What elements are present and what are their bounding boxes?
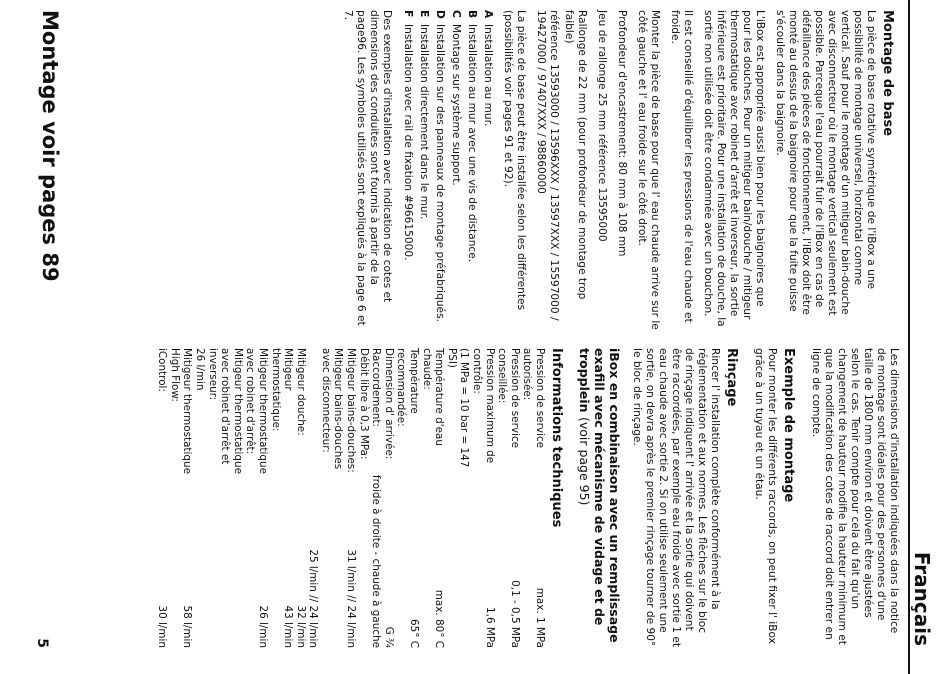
spec-row <box>244 348 269 648</box>
spec-value: froide à droite - chaude à gauche <box>370 474 383 648</box>
install-option-item <box>481 10 494 330</box>
install-option-item <box>449 10 462 330</box>
spec-label: Mitigeur bains-douches: <box>345 348 358 473</box>
spec-row <box>395 348 420 648</box>
paragraph-pressure: Il est conseillé d'équilibrer les pressions de l'eau chaude et froide. <box>669 10 694 323</box>
spec-row <box>156 348 169 648</box>
spec-value <box>319 475 344 648</box>
paragraph-install-options: La pièce de base peut être installée selon les différentes (possibilités voir pages 91 et 92). <box>502 10 527 311</box>
section-title-technical: Informations techniques <box>549 348 564 528</box>
spec-value: 31 l/min // 24 l/min <box>345 549 358 648</box>
paragraph-references: référence 13593000 / 13596XXX / 13597XXX / 15597000 / 19427000 / 97407XXX / 98860000 <box>535 10 560 321</box>
page-number: 5 <box>34 638 50 648</box>
spec-value: 58 l/min <box>181 605 194 648</box>
left-column <box>334 10 900 330</box>
spec-value <box>357 475 370 648</box>
spec-label: Mitigeur thermostatique avec robinet d'arrêt et inverseur: <box>206 348 244 474</box>
spec-row <box>269 348 294 648</box>
paragraph-dimensions: Les dimensions d'installation indiquées dans la notice de montage sont idéales pour des personnes d'une taille de 1800 mm environ et doivent être ajustées selon le cas. Tenir compte pour cela du fait qu'un changement de hauteur modifie la hauteur minimum et que la modification des cotes de raccord doit entrer en ligne de compte. <box>810 348 900 645</box>
paragraph-examples: Des exemples d'installation avec indication de cotes et dimensions des conduites sont fournis à partir de la page96. Les symboles utilisés sont expliqués à la page 6 et 7. <box>342 10 393 326</box>
spec-value: 1,6 MPa <box>483 607 496 648</box>
footer-title: Montage voir pages 89 <box>38 10 62 282</box>
spec-row <box>307 348 320 648</box>
spec-row <box>521 348 546 648</box>
spec-value: 65° C <box>408 619 421 648</box>
spec-value <box>445 475 470 648</box>
spec-label: Mitigeur thermostatique High Flow: <box>168 348 194 474</box>
spec-row <box>319 348 344 648</box>
right-column <box>156 348 900 648</box>
spec-label: Pression de service autorisée: <box>521 348 546 448</box>
spec-value: G ¾ <box>382 626 395 648</box>
install-option-text: Installation au mur. <box>482 24 494 127</box>
spec-value <box>193 475 206 648</box>
paragraph-extension-22: Rallonge de 22 mm (pour profondeur de montage trop faible) <box>563 10 588 300</box>
spec-row <box>496 348 521 648</box>
install-option-text: Installation sur des panneaux de montage préfabriqués. <box>434 24 446 322</box>
spec-row <box>420 348 445 648</box>
spec-label: Température d'eau chaude: <box>420 348 446 446</box>
spec-row <box>470 348 495 648</box>
spec-label: (1 MPa = 10 bar = 147 PSI) <box>445 348 471 468</box>
spec-value: 0,1 - 0,5 MPa <box>508 580 521 648</box>
spec-value: max. 80° C <box>433 589 446 648</box>
specs-table <box>156 348 546 648</box>
paragraph-depth: Profondeur d'encastrement: 80 mm à 108 mm <box>616 10 628 257</box>
install-option-letter: D <box>434 10 446 19</box>
spec-label: Mitigeur thermostatique avec robinet d'arrêt: <box>244 348 269 474</box>
spec-row <box>168 348 193 648</box>
section-title-rinsing: Rinçage <box>724 348 739 407</box>
spec-label <box>307 348 320 475</box>
spec-value: 25 l/min // 24 l/min <box>307 549 320 648</box>
language-heading: Français <box>910 551 934 646</box>
paragraph-symmetric: La pièce de base rotative symétrique de l'iBox a une possibilité de montage universel, horizontal comme vertical. Sauf pour le montage d'un mitigeur bain-douche avec disconnecteur où le montage vertical seulement est possible. Parceque l'eau pourrait fuir de l'iBox en cas de défaillance des pièces de fonctionnement, l'iBox doit être monté au dessus de la baignoire pour que la fuite puisse s'écouler dans la baignoire. <box>774 10 877 316</box>
install-option-letter: B <box>466 10 478 19</box>
section-title-example: Exemple de montage <box>781 348 796 503</box>
spec-label: Dimension d' arrivée: <box>382 348 395 460</box>
install-option-item <box>465 10 478 330</box>
spec-value: max. 1 MPa <box>534 587 546 648</box>
spec-label: Mitigeur bains-douches avec disconnecteur: <box>319 348 345 470</box>
spec-value: 26 l/min <box>256 605 269 648</box>
install-option-letter: A <box>482 10 494 19</box>
install-options-list <box>401 10 494 330</box>
spec-label: Mitigeur douche: <box>294 348 307 436</box>
paragraph-example: Pour monter les différents raccords, on peut fixer l' iBox grâce à un tuyau et un étau. <box>753 348 778 644</box>
spec-row <box>370 348 383 648</box>
spec-label: iControl: <box>156 348 169 392</box>
install-option-letter: E <box>418 10 430 18</box>
spec-label: Pression de service conseillée: <box>496 348 521 448</box>
spec-label: Mitigeur thermostatique: <box>269 348 295 432</box>
spec-row <box>445 348 470 648</box>
install-option-item <box>417 10 430 330</box>
spec-value: 32 l/min <box>294 605 307 648</box>
install-option-text: Installation avec rail de fixation #96615000. <box>402 24 414 261</box>
spec-label: 26 l/min <box>193 348 206 391</box>
spec-row <box>357 348 370 648</box>
install-option-letter: C <box>450 10 462 18</box>
spec-row <box>206 348 244 648</box>
spec-value: 43 l/min <box>282 605 295 648</box>
spec-label: Température recommandée: <box>395 348 421 427</box>
spec-row <box>382 348 395 648</box>
paragraph-extension-25: Jeu de rallonge 25 mm référence 13595000 <box>596 10 608 242</box>
spec-row <box>193 348 206 648</box>
spec-label: Pression maximum de contrôle: <box>471 348 496 464</box>
header-rule <box>908 0 910 674</box>
spec-row <box>345 348 358 648</box>
spec-row <box>294 348 307 648</box>
paragraph-rinsing: Rincer l' installation complète conformément à la réglementation et aux normes. Les flèches sur le bloc de rinçage indiquent l' arrivée et la sortie qui doivent être raccordées, par exemple eau froide avec sortie 1 et eau chaude avec sortie 2. Si on utilise seulement une sortie, on devra après le premier rinçage tourner de 90° le bloc de rinçage. <box>631 348 721 648</box>
section-title-combination <box>577 348 622 648</box>
spec-value <box>206 475 244 648</box>
section-title-basic-mounting: Montage de base <box>880 10 895 137</box>
spec-label: Débit libre à 0,3 MPa: <box>357 348 370 460</box>
spec-label: Raccordement: <box>370 348 383 427</box>
install-option-text: Montage sur système support. <box>450 24 462 186</box>
combination-page-note: (voir page 95) <box>577 416 592 506</box>
install-option-text: Installation au mur avec une vis de distance. <box>466 24 478 263</box>
install-option-item <box>433 10 446 330</box>
install-option-item <box>401 10 414 330</box>
spec-value: 30 l/min <box>156 605 169 648</box>
install-option-letter: F <box>402 10 414 18</box>
install-option-text: Installation directement dans le mur. <box>418 24 430 220</box>
paragraph-hot-cold: Monter la pièce de base pour que l' eau chaude arrive sur le côté gauche et l' eau froide sur le côté droit. <box>636 10 661 330</box>
combination-heading-text: iBox en combinaison avec un remplissage exafill avec mécanisme de vidage et de tropplein <box>577 348 622 643</box>
paragraph-suitability: L'iBox est appropriée aussi bien pour les baignoires que pour les douches. Pour un mitigeur bain/douche / mitigeur thermostatique avec robinet d'arrêt et inverseur, la sortie inférieure est prioritaire. Pour une installation de douche, la sortie non utilisée doit être condamnée avec un bouchon. <box>702 10 766 327</box>
